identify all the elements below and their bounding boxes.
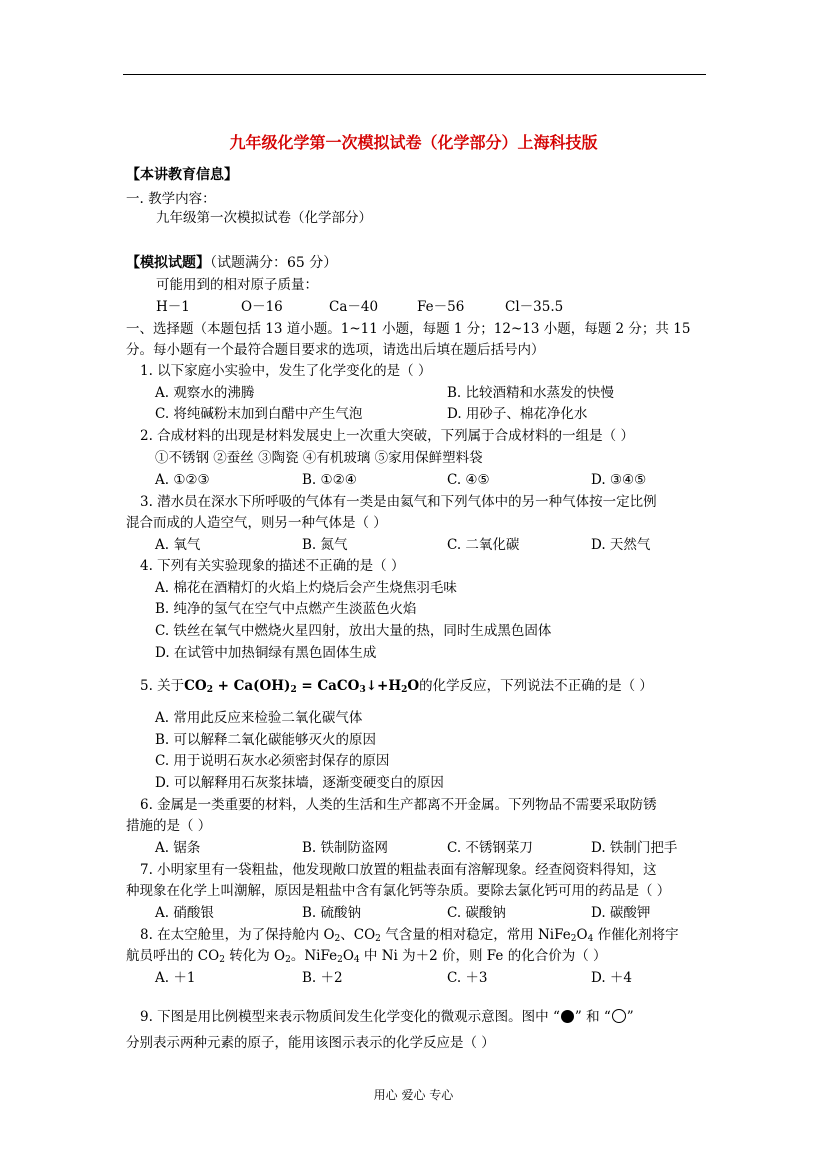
atomic-cl: Cl－35.5	[505, 299, 564, 315]
question-5	[140, 677, 653, 699]
q3-option-c: C. 二氧化碳	[447, 537, 520, 553]
mock-label: 【模拟试题】	[126, 255, 210, 271]
teach-label: 一. 教学内容：	[126, 191, 216, 207]
mock-heading	[126, 254, 337, 272]
question-7-line2: 种现象在化学上叫潮解，原因是粗盐中含有氯化钙等杂质。要除去氯化钙可用的药品是（ ）	[126, 883, 671, 899]
q8-option-b: B. ＋2	[302, 970, 343, 986]
mock-score: （试题满分：65 分）	[210, 255, 338, 271]
q4-option-b: B. 纯净的氢气在空气中点燃产生淡蓝色火焰	[155, 601, 417, 617]
question-6-line1: 6. 金属是一类重要的材料，人类的生活和生产都离不开金属。下列物品不需要采取防锈	[140, 797, 657, 813]
q5-option-a: A. 常用此反应来检验二氧化碳气体	[155, 710, 363, 726]
q5-option-b: B. 可以解释二氧化碳能够灭火的原因	[155, 732, 377, 748]
q7-option-a: A. 硝酸银	[155, 905, 214, 921]
question-4: 4. 下列有关实验现象的描述不正确的是（ ）	[140, 558, 405, 574]
question-8-line1: 8. 在太空舱里，为了保持舱内 $O_2$、$CO_2$ 气含量的相对稳定，常用 $NiFe_2O_4$ 作催化剂将宇	[140, 927, 679, 944]
q2-option-a: A. ①②③	[155, 472, 210, 488]
q6-option-a: A. 锯条	[155, 840, 201, 856]
q4-option-d: D. 在试管中加热铜绿有黑色固体生成	[155, 645, 377, 661]
question-9-line1	[140, 1008, 634, 1026]
q7-option-b: B. 硫酸钠	[302, 905, 362, 921]
part1-intro-line2: 分。每小题有一个最符合题目要求的选项，请选出后填在题后括号内）	[126, 342, 545, 358]
q5-equation: $CO_2 + Ca(OH)_2$ = $CaCO_3↓+H_2O$	[184, 678, 420, 695]
q6-option-c: C. 不锈钢菜刀	[447, 840, 533, 856]
q2-items: ①不锈钢 ②蚕丝 ③陶瓷 ④有机玻璃 ⑤家用保鲜塑料袋	[155, 450, 483, 466]
q1-option-b: B. 比较酒精和水蒸发的快慢	[447, 385, 615, 401]
atomic-h: H－1	[156, 299, 190, 315]
question-2: 2. 合成材料的出现是材料发展史上一次重大突破，下列属于合成材料的一组是（ ）	[140, 428, 634, 444]
q6-option-d: D. 铁制门把手	[591, 840, 678, 856]
q1-option-c: C. 将纯碱粉末加到白醋中产生气泡	[155, 406, 363, 422]
q3-option-a: A. 氧气	[155, 537, 201, 553]
q8-option-c: C. ＋3	[447, 970, 488, 986]
q8-option-d: D. ＋4	[591, 970, 633, 986]
q5-suffix: 的化学反应，下列说法不正确的是（ ）	[419, 678, 653, 694]
q1-option-d: D. 用砂子、棉花净化水	[447, 406, 588, 422]
question-6-line2: 措施的是（ ）	[126, 818, 212, 834]
black-atom-icon	[561, 1010, 574, 1023]
q5-prefix: 5. 关于	[140, 678, 185, 694]
q4-option-a: A. 棉花在酒精灯的火焰上灼烧后会产生烧焦羽毛味	[155, 580, 457, 596]
atomic-fe: Fe－56	[417, 299, 465, 315]
question-7-line1: 7. 小明家里有一袋粗盐，他发现敞口放置的粗盐表面有溶解现象。经查阅资料得知，这	[140, 862, 657, 878]
q4-option-c: C. 铁丝在氧气中燃烧火星四射，放出大量的热，同时生成黑色固体	[155, 623, 552, 639]
teach-content: 九年级第一次模拟试卷（化学部分）	[156, 210, 372, 226]
question-1: 1. 以下家庭小实验中，发生了化学变化的是（ ）	[140, 363, 432, 379]
question-3-line1: 3. 潜水员在深水下所呼吸的气体有一类是由氦气和下列气体中的另一种气体按一定比例	[140, 494, 657, 510]
question-9-line2: 分别表示两种元素的原子，能用该图示表示的化学反应是（ ）	[126, 1035, 495, 1051]
q5-option-d: D. 可以解释用石灰浆抹墙，逐渐变硬变白的原因	[155, 775, 444, 791]
white-atom-icon	[612, 1009, 626, 1023]
q9-middle: ” 和 “	[574, 1009, 611, 1025]
q1-option-a: A. 观察水的沸腾	[155, 385, 255, 401]
q6-option-b: B. 铁制防盗网	[302, 840, 389, 856]
q8-option-a: A. ＋1	[155, 970, 196, 986]
section-info-heading: 【本讲教育信息】	[126, 167, 238, 183]
header-rule	[123, 74, 706, 75]
page-footer: 用心 爱心 专心	[373, 1088, 454, 1102]
q7-option-d: D. 碳酸钾	[591, 905, 651, 921]
q5-option-c: C. 用于说明石灰水必须密封保存的原因	[155, 753, 390, 769]
question-3-line2: 混合而成的人造空气，则另一种气体是（ ）	[126, 515, 387, 531]
page-title: 九年级化学第一次模拟试卷（化学部分）上海科技版	[229, 133, 598, 152]
question-8-line2: 航员呼出的 $CO_2$ 转化为 $O_2$。$NiFe_2O_4$ 中 Ni 为＋2 价，则 Fe 的化合价为（ ）	[126, 948, 607, 965]
q7-option-c: C. 碳酸钠	[447, 905, 506, 921]
q2-option-b: B. ①②④	[302, 472, 357, 488]
atomic-label: 可能用到的相对原子质量：	[156, 277, 318, 293]
q3-option-d: D. 天然气	[591, 537, 651, 553]
q3-option-b: B. 氮气	[302, 537, 348, 553]
q9-suffix: ”	[626, 1009, 634, 1025]
q9-prefix: 9. 下图是用比例模型来表示物质间发生化学变化的微观示意图。图中 “	[140, 1009, 560, 1025]
atomic-ca: Ca－40	[329, 299, 379, 315]
part1-intro-line1: 一、选择题（本题包括 13 道小题。1~11 小题，每题 1 分；12~13 小题，每题 2 分；共 15	[126, 321, 691, 337]
atomic-o: O－16	[241, 299, 283, 315]
q2-option-d: D. ③④⑤	[591, 472, 647, 488]
q2-option-c: C. ④⑤	[447, 472, 490, 488]
